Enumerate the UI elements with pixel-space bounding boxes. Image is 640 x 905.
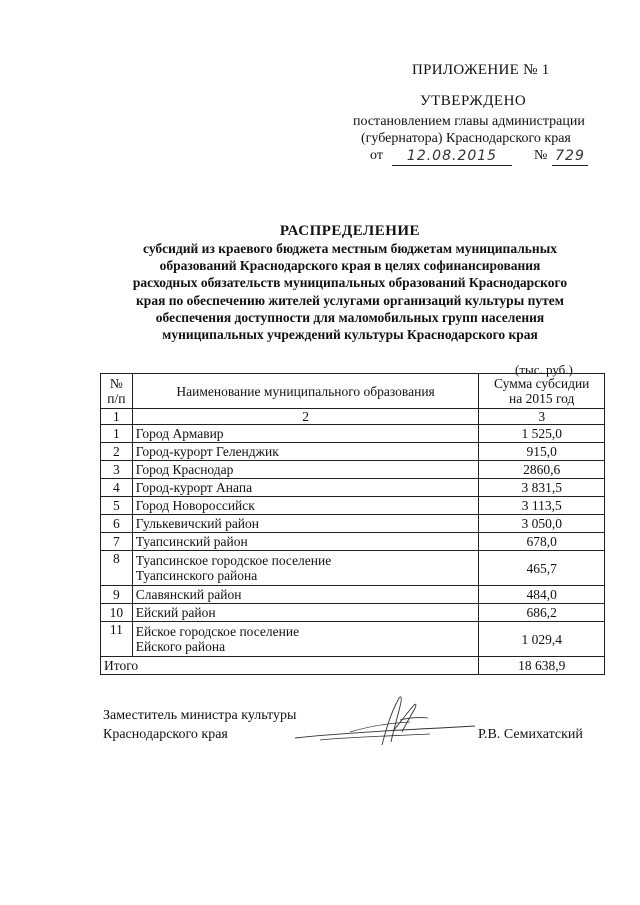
units-label: (тыс. руб.) bbox=[515, 362, 573, 377]
subtitle-line: муниципальных учреждений культуры Краснодарского края bbox=[162, 327, 538, 343]
table-header-row bbox=[101, 374, 605, 409]
approved-label: УТВЕРЖДЕНО bbox=[420, 93, 527, 109]
total-label: Итого bbox=[101, 657, 479, 675]
total-sum: 18 638,9 bbox=[479, 657, 605, 675]
table-row: 5 Город Новороссийск 3 113,5 bbox=[101, 497, 605, 515]
table-row: 8 Туапсинское городское поселение Туапсинского района 465,7 bbox=[101, 551, 605, 586]
number-label: № bbox=[534, 148, 548, 163]
document-title: РАСПРЕДЕЛЕНИЕ bbox=[279, 223, 421, 239]
table-row: 6 Гулькевичский район 3 050,0 bbox=[101, 515, 605, 533]
subtitle-line: образований Краснодарского края в целях софинансирования bbox=[159, 258, 541, 274]
date-prefix: от bbox=[370, 148, 383, 163]
table-row: 4 Город-курорт Анапа 3 831,5 bbox=[101, 479, 605, 497]
subtitle-line: края по обеспечению жителей услугами организаций культуры путем bbox=[136, 292, 564, 308]
table-row: 9 Славянский район 484,0 bbox=[101, 586, 605, 604]
table-row: 7 Туапсинский район 678,0 bbox=[101, 533, 605, 551]
document-subtitle bbox=[60, 240, 640, 343]
approval-line-1: постановлением главы администрации bbox=[353, 114, 585, 129]
table-row: 11 Ейское городское поселение Ейского района 1 029,4 bbox=[101, 622, 605, 657]
appendix-label: ПРИЛОЖЕНИЕ № 1 bbox=[412, 62, 550, 78]
table-total-row bbox=[101, 657, 605, 675]
table-row: 10 Ейский район 686,2 bbox=[101, 604, 605, 622]
handwritten-signature bbox=[290, 690, 480, 750]
approval-date-number bbox=[370, 148, 590, 164]
signatory-position-line-2: Краснодарского края bbox=[103, 727, 228, 742]
header-num: № п/п bbox=[101, 374, 133, 409]
subtitle-line: субсидий из краевого бюджета местным бюджетам муниципальных bbox=[143, 241, 557, 256]
approval-line-2: (губернатора) Краснодарского края bbox=[361, 131, 571, 146]
subtitle-line: обеспечения доступности для маломобильных групп населения bbox=[155, 309, 545, 325]
approval-date: 12.08.2015 bbox=[392, 148, 512, 166]
table-row: 3 Город Краснодар 2860,6 bbox=[101, 461, 605, 479]
table-row: 2 Город-курорт Геленджик 915,0 bbox=[101, 443, 605, 461]
table-index-row: 1 2 3 bbox=[101, 409, 605, 425]
header-name: Наименование муниципального образования bbox=[132, 374, 479, 409]
signatory-position-line-1: Заместитель министра культуры bbox=[103, 708, 297, 723]
signatory-name: Р.В. Семихатский bbox=[478, 727, 583, 742]
table-row: 1 Город Армавир 1 525,0 bbox=[101, 425, 605, 443]
header-sum: Сумма субсидии на 2015 год bbox=[479, 374, 605, 409]
subtitle-line: расходных обязательств муниципальных образований Краснодарского bbox=[132, 275, 568, 291]
subsidy-table bbox=[100, 373, 605, 675]
approval-number: 729 bbox=[552, 148, 588, 166]
